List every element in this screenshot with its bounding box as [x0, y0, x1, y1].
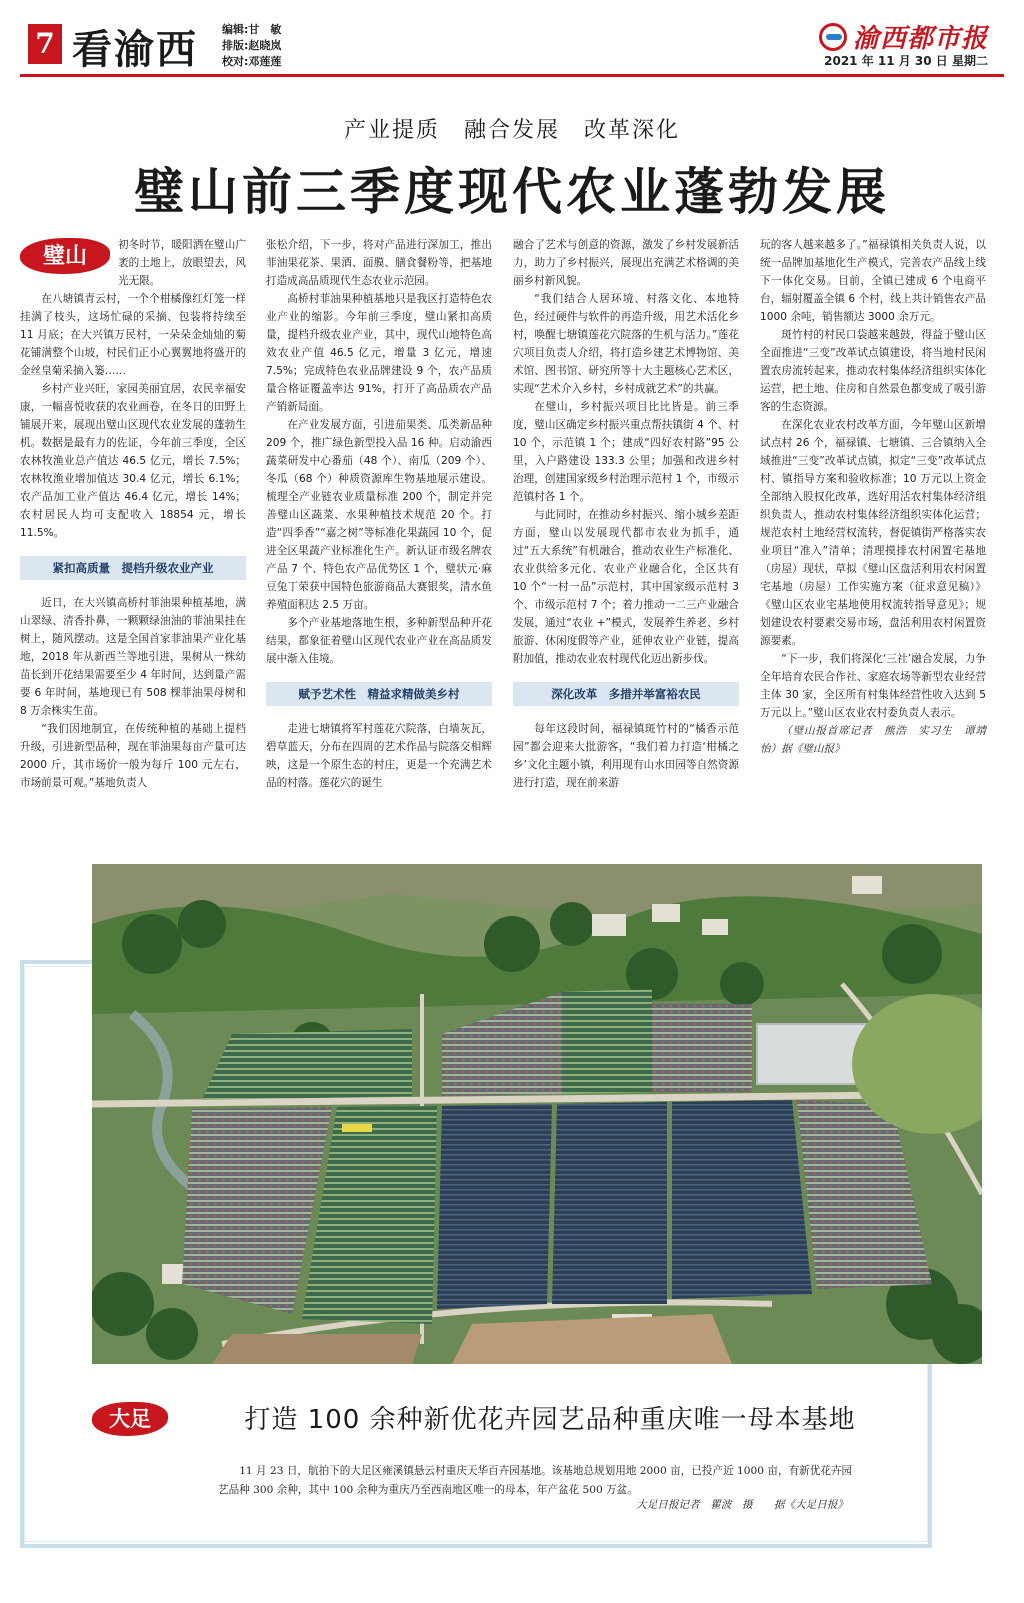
dateline-text: 大足: [109, 1406, 151, 1431]
page-number: 7: [28, 24, 62, 64]
section-subhead: 深化改革 多措并举富裕农民: [513, 682, 739, 706]
section-subhead: 紧扣高质量 提档升级农业产业: [20, 556, 246, 580]
paragraph: 在产业发展方面，引进茄果类、瓜类新品种 209 个，推广绿色新型投入品 16 种。启动渝西蔬菜研发中心番茄（48 个）、南瓜（209 个）、冬瓜（68 个）种质资源库生物基地展示建设。梳理全产业链农业质量标准 200 个，制定并完善璧山区蔬菜、水果种植技术规范 20 个。打造“四季香”“嘉之树”等标准化果蔬园 10 个，促进全区果蔬产业标准化生产。新认证市级名牌农产品 7 个、特色农产品优势区 1 个，璧状元·麻豆兔丁荣获中国特色旅游商品大赛银奖，清水鱼养殖面积达 2.5 万亩。: [266, 419, 492, 611]
article-headline: 璧山前三季度现代农业蓬勃发展: [134, 163, 890, 221]
paragraph: 在深化农业农村改革方面，今年璧山区新增试点村 26 个，福禄镇、七塘镇、三合镇纳入全域推进“三变”改革试点镇，拟定“三变”改革试点村、镇指导方案和验收标准；10 万元以上资金全部纳入股权化改革，选好用活农村集体经济组织负责人，推动农村集体经济组织实体化运营；规范农村土地经营权流转，督促镇街严格落实农业项目“准入”清单；清理摸排农村闲置宅基地（房屋）现状，草拟《璧山区盘活利用农村闲置宅基地（房屋）工作实施方案（征求意见稿）》《璧山区农业宅基地使用权流转指导意见》；规划建设农村要素交易市场，盘活利用农村闲置资源要素。: [760, 419, 986, 647]
photo-feature-title: 打造 100 余种新优花卉园艺品种重庆唯一母本基地: [244, 1405, 856, 1435]
aerial-photo: [92, 864, 982, 1364]
dateline-badge: [20, 238, 110, 274]
paragraph: 在八塘镇青云村，一个个柑橘像红灯笼一样挂满了枝头，这场忙碌的采摘、包装将持续至 11 月底；在大兴镇万民村，一朵朵金灿灿的菊花铺满整个山坡，村民们正小心翼翼地将盛开的金丝皇菊采摘入篓……: [20, 293, 246, 377]
caption-text: 11 月 23 日，航拍下的大足区雍溪镇悬云村重庆天华百卉园基地。该基地总规划用地 2000 亩，已投产近 1000 亩，有新优花卉园艺品种 300 余种，其中 100 余种为重庆乃至西南地区唯一的母本，年产盆花 500 万盆。: [218, 1465, 853, 1496]
paragraph: 近日，在大兴镇高桥村菲油果种植基地，满山翠绿、清香扑鼻，一颗颗绿油油的菲油果挂在树上，随风摆动。这是全国首家菲油果产业化基地，2018 年从新西兰等地引进，果树从一株幼苗长到开花结果需要至少 4 年时间，达到量产需要 6 年时间，基地现已有 508 棵菲油果母树和 8 万余株实生苗。: [20, 597, 246, 717]
article-column-1: [20, 236, 246, 792]
paragraph: “我们因地制宜，在传统种植的基础上提档升级，引进新型品种，现在菲油果每亩产量可达 2000 斤，其市场价一般为每斤 100 元左右，市场前景可观。”基地负责人: [20, 723, 246, 789]
paragraph: 融合了艺术与创意的资源，激发了乡村发展新活力，助力了乡村振兴，展现出充满艺术格调的美丽乡村新风貌。: [513, 239, 739, 287]
editor-credits: [222, 22, 281, 70]
issue-date: 2021 年 11 月 30 日 星期二: [824, 54, 988, 68]
aerial-photo-illustration: [92, 864, 982, 1364]
section-subhead: 赋予艺术性 精益求精做美乡村: [266, 682, 492, 706]
paragraph: 走进七塘镇将军村莲花穴院落，白墙灰瓦，碧草蓝天，分布在四周的艺术作品与院落交相辉映，这是一个原生态的村庄，更是一个充满艺术品的村落。莲花穴的诞生: [266, 723, 492, 789]
paragraph: 乡村产业兴旺，家园美丽宜居，农民幸福安康，一幅喜悦收获的农业画卷，在冬日的田野上铺展开来，展现出璧山区现代农业发展的蓬勃生机。数据是最有力的佐证，今年前三季度，全区农林牧渔业总产值达 46.5 亿元，增长 7.5%；农林牧渔业增加值达 30.4 亿元，增长 6.1%；农产品加工业产值达 46.4 亿元，增长 14%；农村居民人均可支配收入 18854 元，增长 11.5%。: [20, 383, 246, 539]
paragraph: 高桥村菲油果种植基地只是我区打造特色农业产业的缩影。今年前三季度，璧山紧扣高质量，提档升级农业产业，其中，现代山地特色高效农业产值 46.5 亿元，增量 3 亿元，增速 7.5%；完成特色农业品牌建设 9 个，农产品质量合格证覆盖率达 91%，打开了高品质农产品产销新局面。: [266, 293, 492, 413]
layout-editor: 排版:赵晓岚: [222, 39, 282, 52]
article-subtitle: 产业提质 融合发展 改革深化: [343, 118, 680, 143]
paragraph: 在璧山，乡村振兴项目比比皆是。前三季度，璧山区确定乡村振兴重点帮扶镇街 4 个、村 10 个，示范镇 1 个；建成“四好农村路”95 公里，入户路建设 133.3 公里；加强和改进乡村治理，创建国家级乡村治理示范村 1 个，市级示范镇村各 1 个。: [513, 401, 739, 503]
masthead-name: 渝西都市报: [852, 24, 988, 54]
paragraph: “下一步，我们将深化‘三社’融合发展，力争全年培育农民合作社、家庭农场等新型农业经营主体 30 家，全区所有村集体经营性收入达到 5 万元以上。”璧山区农业农村委负责人表示。: [760, 653, 986, 719]
article-column-4: [760, 236, 986, 758]
photo-credit: 大足日报记者 瞿波 摄 据《大足日报》: [636, 1499, 848, 1511]
photo-caption: [218, 1462, 858, 1500]
masthead-logo: [819, 18, 988, 55]
paragraph: 与此同时，在推动乡村振兴、缩小城乡差距方面，璧山以发展现代都市农业为抓手，通过“五大系统”有机融合，推动农业生产标准化、农业供给多元化、农业产业融合化，全区共有 10 个“一村一品”示范村，其中国家级示范村 3 个、市级示范村 7 个；着力推动一二三产业融合发展，通过“农业 +”模式，发展养生养老、乡村旅游、休闲度假等产业，延伸农业产业链，提高附加值，推动农业农村现代化迈出新步伐。: [513, 509, 739, 665]
newspaper-logo-icon: [819, 23, 847, 51]
paragraph: 张松介绍，下一步，将对产品进行深加工，推出菲油果花茶、果酒、面膜、膳食餐粉等，把基地打造成高品质现代生态农业示范园。: [266, 239, 492, 287]
proofreader: 校对:邓莲莲: [222, 55, 282, 68]
paragraph: 斑竹村的村民口袋越来越鼓，得益于璧山区全面推进“三变”改革试点镇建设，将当地村民闲置农房流转起来，推动农村集体经济组织实体化运营，把土地、住房和自然景色都变成了吸引游客的生态资源。: [760, 329, 986, 413]
dateline-text: 璧山: [42, 243, 87, 269]
section-title: 看渝西: [72, 26, 198, 73]
paragraph: 玩的客人越来越多了。”福禄镇相关负责人说，以统一品牌加基地化生产模式，完善农产品线上线下一体化交易。目前，全镇已建成 6 个电商平台，辐射覆盖全镇 6 个村，线上共计销售农产品 1000 余吨，销售额达 3000 余万元。: [760, 239, 986, 323]
header-rule: [20, 74, 1004, 77]
dateline-badge: [92, 1402, 168, 1436]
article-column-2: [266, 236, 492, 792]
page-header: [0, 0, 1024, 84]
paragraph: 初冬时节，暖阳洒在璧山广袤的土地上，放眼望去，风光无限。: [118, 239, 246, 287]
paragraph: “我们结合人居环境、村落文化、本地特色，经过硬件与软件的再造升级，用艺术活化乡村，唤醒七塘镇莲花穴院落的生机与活力。”莲花穴项目负责人介绍，将打造乡建艺术博物馆、美术馆、图书馆、研究所等十大主题核心艺术区，实现“艺术介入乡村，乡村成就艺术”的共赢。: [513, 293, 739, 395]
paragraph: 每年这段时间，福禄镇斑竹村的“橘香示范园”都会迎来大批游客，“我们着力打造‘柑橘之乡’文化主题小镇，利用现有山水田园等自然资源进行打造，现在前来游: [513, 723, 739, 789]
article-column-3: [513, 236, 739, 792]
article-byline: （璧山报首席记者 熊浩 实习生 谭靖怡）据《璧山报》: [760, 725, 986, 755]
editor: 编辑:甘 敏: [222, 23, 282, 36]
paragraph: 多个产业基地落地生根，多种新型品种开花结果，都象征着璧山区现代农业产业在高品质发展中渐入佳境。: [266, 617, 492, 665]
